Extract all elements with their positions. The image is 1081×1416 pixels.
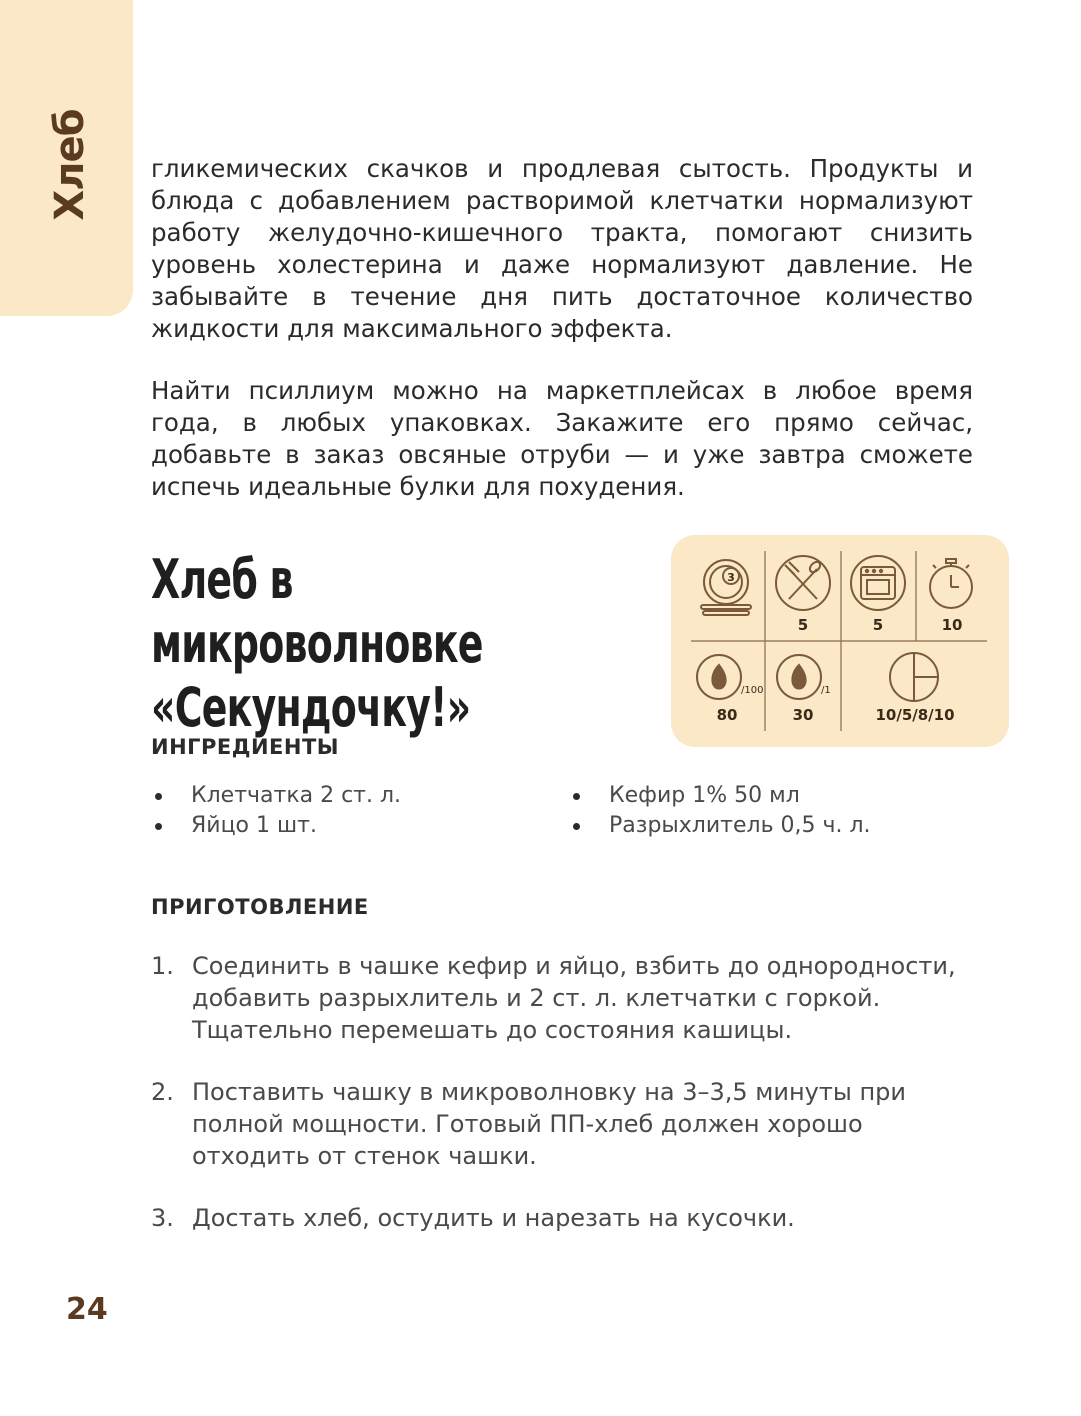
plates-icon bbox=[701, 560, 751, 615]
intro-text bbox=[151, 153, 973, 533]
flame-portion-sub: /1 bbox=[821, 685, 831, 696]
preparation-steps bbox=[151, 950, 976, 1264]
kcal-per-100-value: 80 bbox=[716, 706, 738, 724]
step-number: 2. bbox=[151, 1078, 174, 1106]
ingredient-item: Разрыхлитель 0,5 ч. л. bbox=[569, 811, 871, 841]
ingredients-heading: ИНГРЕДИЕНТЫ bbox=[151, 735, 340, 759]
pie-chart-icon bbox=[890, 653, 938, 701]
recipe-title bbox=[151, 548, 557, 740]
step-number: 3. bbox=[151, 1204, 174, 1232]
step-text: Поставить чашку в микроволновку на 3–3,5 минуты при полной мощности. Готовый ПП-хлеб должен хорошо отходить от стенок чашки. bbox=[192, 1078, 906, 1170]
pfc-value: 10/5/8/10 bbox=[875, 706, 955, 724]
ingredients-list-left bbox=[151, 781, 401, 841]
kcal-per-portion-value: 30 bbox=[792, 706, 814, 724]
intro-paragraph-2: Найти псиллиум можно на маркетплейсах в любое время года, в любых упаковках. Закажите его прямо сейчас, добавьте в заказ овсяные отруби — и уже завтра сможете испечь идеальные булки для похудения. bbox=[151, 376, 973, 501]
ingredient-item: Кефир 1% 50 мл bbox=[569, 781, 871, 811]
step-item bbox=[151, 950, 976, 1046]
flame-100-sub: /100 bbox=[741, 685, 764, 696]
step-text: Соединить в чашке кефир и яйцо, взбить до однородности, добавить разрыхлитель и 2 ст. л. клетчатки с горкой. Тщательно перемешать до состояния кашицы. bbox=[192, 952, 956, 1044]
total-time-value: 10 bbox=[941, 616, 963, 634]
ingredient-item: Клетчатка 2 ст. л. bbox=[151, 781, 401, 811]
page-number: 24 bbox=[66, 1292, 108, 1327]
intro-paragraph-1: гликемических скачков и продлевая сытость. Продукты и блюда с добавлением растворимой клетчатки нормализуют работу желудочно-кишечного тракта, помогают снизить уровень холестерина и даже нормализуют давление. Не забывайте в течение дня пить достаточное количество жидкости для максимального эффекта. bbox=[151, 154, 973, 343]
cook-time-value: 5 bbox=[872, 616, 884, 634]
section-tab-label: Хлеб bbox=[47, 109, 93, 221]
servings-badge: 3 bbox=[727, 571, 735, 584]
recipe-title-line-1: Хлеб в микроволновке bbox=[151, 548, 483, 675]
ingredient-item: Яйцо 1 шт. bbox=[151, 811, 401, 841]
step-text: Достать хлеб, остудить и нарезать на кусочки. bbox=[192, 1204, 795, 1232]
flame-100-icon bbox=[697, 655, 741, 699]
prep-time-value: 5 bbox=[797, 616, 809, 634]
step-number: 1. bbox=[151, 952, 174, 980]
step-item bbox=[151, 1076, 976, 1172]
ingredients-list-right bbox=[569, 781, 871, 841]
timer-icon bbox=[930, 559, 972, 608]
preparation-heading: ПРИГОТОВЛЕНИЕ bbox=[151, 895, 369, 919]
recipe-title-line-2: «Секундочку!» bbox=[151, 676, 471, 739]
recipe-info-card bbox=[671, 535, 1009, 747]
section-tab bbox=[0, 0, 133, 316]
utensils-icon bbox=[776, 556, 830, 610]
flame-portion-icon bbox=[777, 655, 821, 699]
oven-icon bbox=[851, 556, 905, 610]
step-item bbox=[151, 1202, 976, 1234]
